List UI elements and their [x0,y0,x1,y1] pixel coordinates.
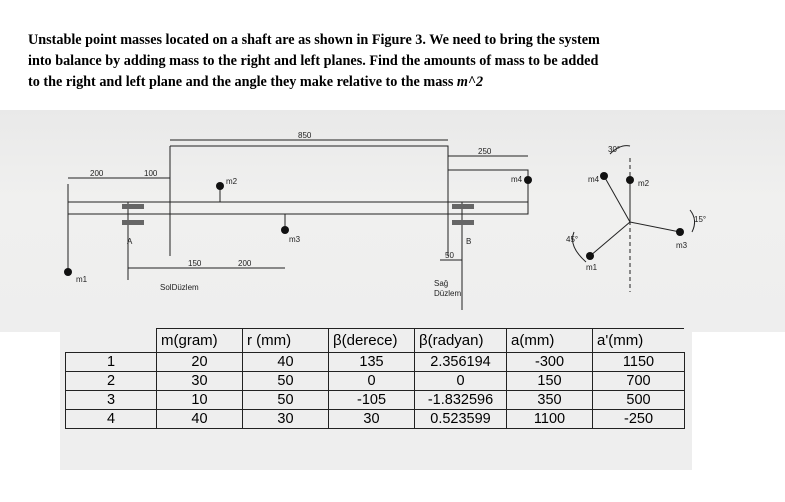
cell-idx: 3 [66,391,157,410]
label-250: 250 [478,147,492,156]
question-mass-ref: m^2 [456,74,484,90]
mass-data-table [60,328,692,470]
question-line-3 [28,72,768,93]
cell-r: 30 [243,410,329,429]
table-row [66,410,685,429]
cell-a: -300 [507,353,593,372]
label-m3: m3 [289,235,301,244]
label-850: 850 [298,131,312,140]
table-row [66,353,685,372]
label-right-plane-2: Düzlem [434,289,462,298]
cell-r: 50 [243,372,329,391]
polar-m3-arm [630,222,680,232]
cell-a-prime: 500 [593,391,685,410]
cell-brad: -1.832596 [415,391,507,410]
cell-brad: 0 [415,372,507,391]
cell-idx: 1 [66,353,157,372]
header-beta-deg: β(derece) [328,328,414,352]
label-polar-m1: m1 [586,263,598,272]
table-row [66,391,685,410]
cell-r: 50 [243,391,329,410]
mass-m2-dot [216,182,224,190]
cell-a: 1100 [507,410,593,429]
polar-m2-dot [626,176,634,184]
header-r: r (mm) [242,328,328,352]
cell-bdeg: 0 [329,372,415,391]
mass-m4-dot [524,176,532,184]
label-m4: m4 [511,175,523,184]
cell-a: 150 [507,372,593,391]
cell-bdeg: 135 [329,353,415,372]
label-200-bottom: 200 [238,259,252,268]
shaft-outline [68,184,528,214]
cell-a: 350 [507,391,593,410]
label-200: 200 [90,169,104,178]
header-beta-rad: β(radyan) [414,328,506,352]
cell-a-prime: -250 [593,410,685,429]
cell-a-prime: 700 [593,372,685,391]
label-polar-m3: m3 [676,241,688,250]
question-line-1: Unstable point masses located on a shaft are as shown in Figure 3. We need to bring the system [28,32,600,48]
cell-a-prime: 1150 [593,353,685,372]
cell-m: 20 [157,353,243,372]
label-150: 150 [188,259,202,268]
shaft-diagram-svg [0,110,785,332]
polar-m1-arm [590,222,630,256]
label-bearing-b: B [466,237,472,246]
table-row [66,372,685,391]
question-text [28,30,768,93]
header-m: m(gram) [156,328,242,352]
figure-3-shaft-diagram [0,110,785,332]
label-m2: m2 [226,177,238,186]
mass-m1-dot [64,268,72,276]
label-bearing-a: A [127,237,133,246]
header-a-prime: a'(mm) [592,328,684,352]
label-polar-m2: m2 [638,179,650,188]
cell-bdeg: -105 [329,391,415,410]
label-angle-30: 30° [608,145,621,154]
cell-idx: 4 [66,410,157,429]
table-body [65,352,685,429]
shaft-step [170,146,448,256]
polar-m4-arm [604,176,630,222]
polar-m1-dot [586,252,594,260]
question-line-2: into balance by adding mass to the right and left planes. Find the amounts of mass to be added [28,53,599,69]
cell-m: 10 [157,391,243,410]
question-line-3-text: to the right and left plane and the angle they make relative to the mass [28,74,457,90]
cell-m: 40 [157,410,243,429]
label-100: 100 [144,169,158,178]
mass-m3-dot [281,226,289,234]
cell-r: 40 [243,353,329,372]
table-header-row [156,328,684,352]
header-a: a(mm) [506,328,592,352]
label-polar-m4: m4 [588,175,600,184]
label-right-plane-1: Sağ [434,279,449,288]
label-angle-15: 15° [694,215,707,224]
label-angle-45: 45° [566,235,579,244]
cell-bdeg: 30 [329,410,415,429]
cell-brad: 2.356194 [415,353,507,372]
label-m1: m1 [76,275,88,284]
cell-m: 30 [157,372,243,391]
cell-brad: 0.523599 [415,410,507,429]
label-left-plane: SolDüzlem [160,283,199,292]
label-50: 50 [445,251,454,260]
polar-m3-dot [676,228,684,236]
cell-idx: 2 [66,372,157,391]
polar-m4-dot [600,172,608,180]
